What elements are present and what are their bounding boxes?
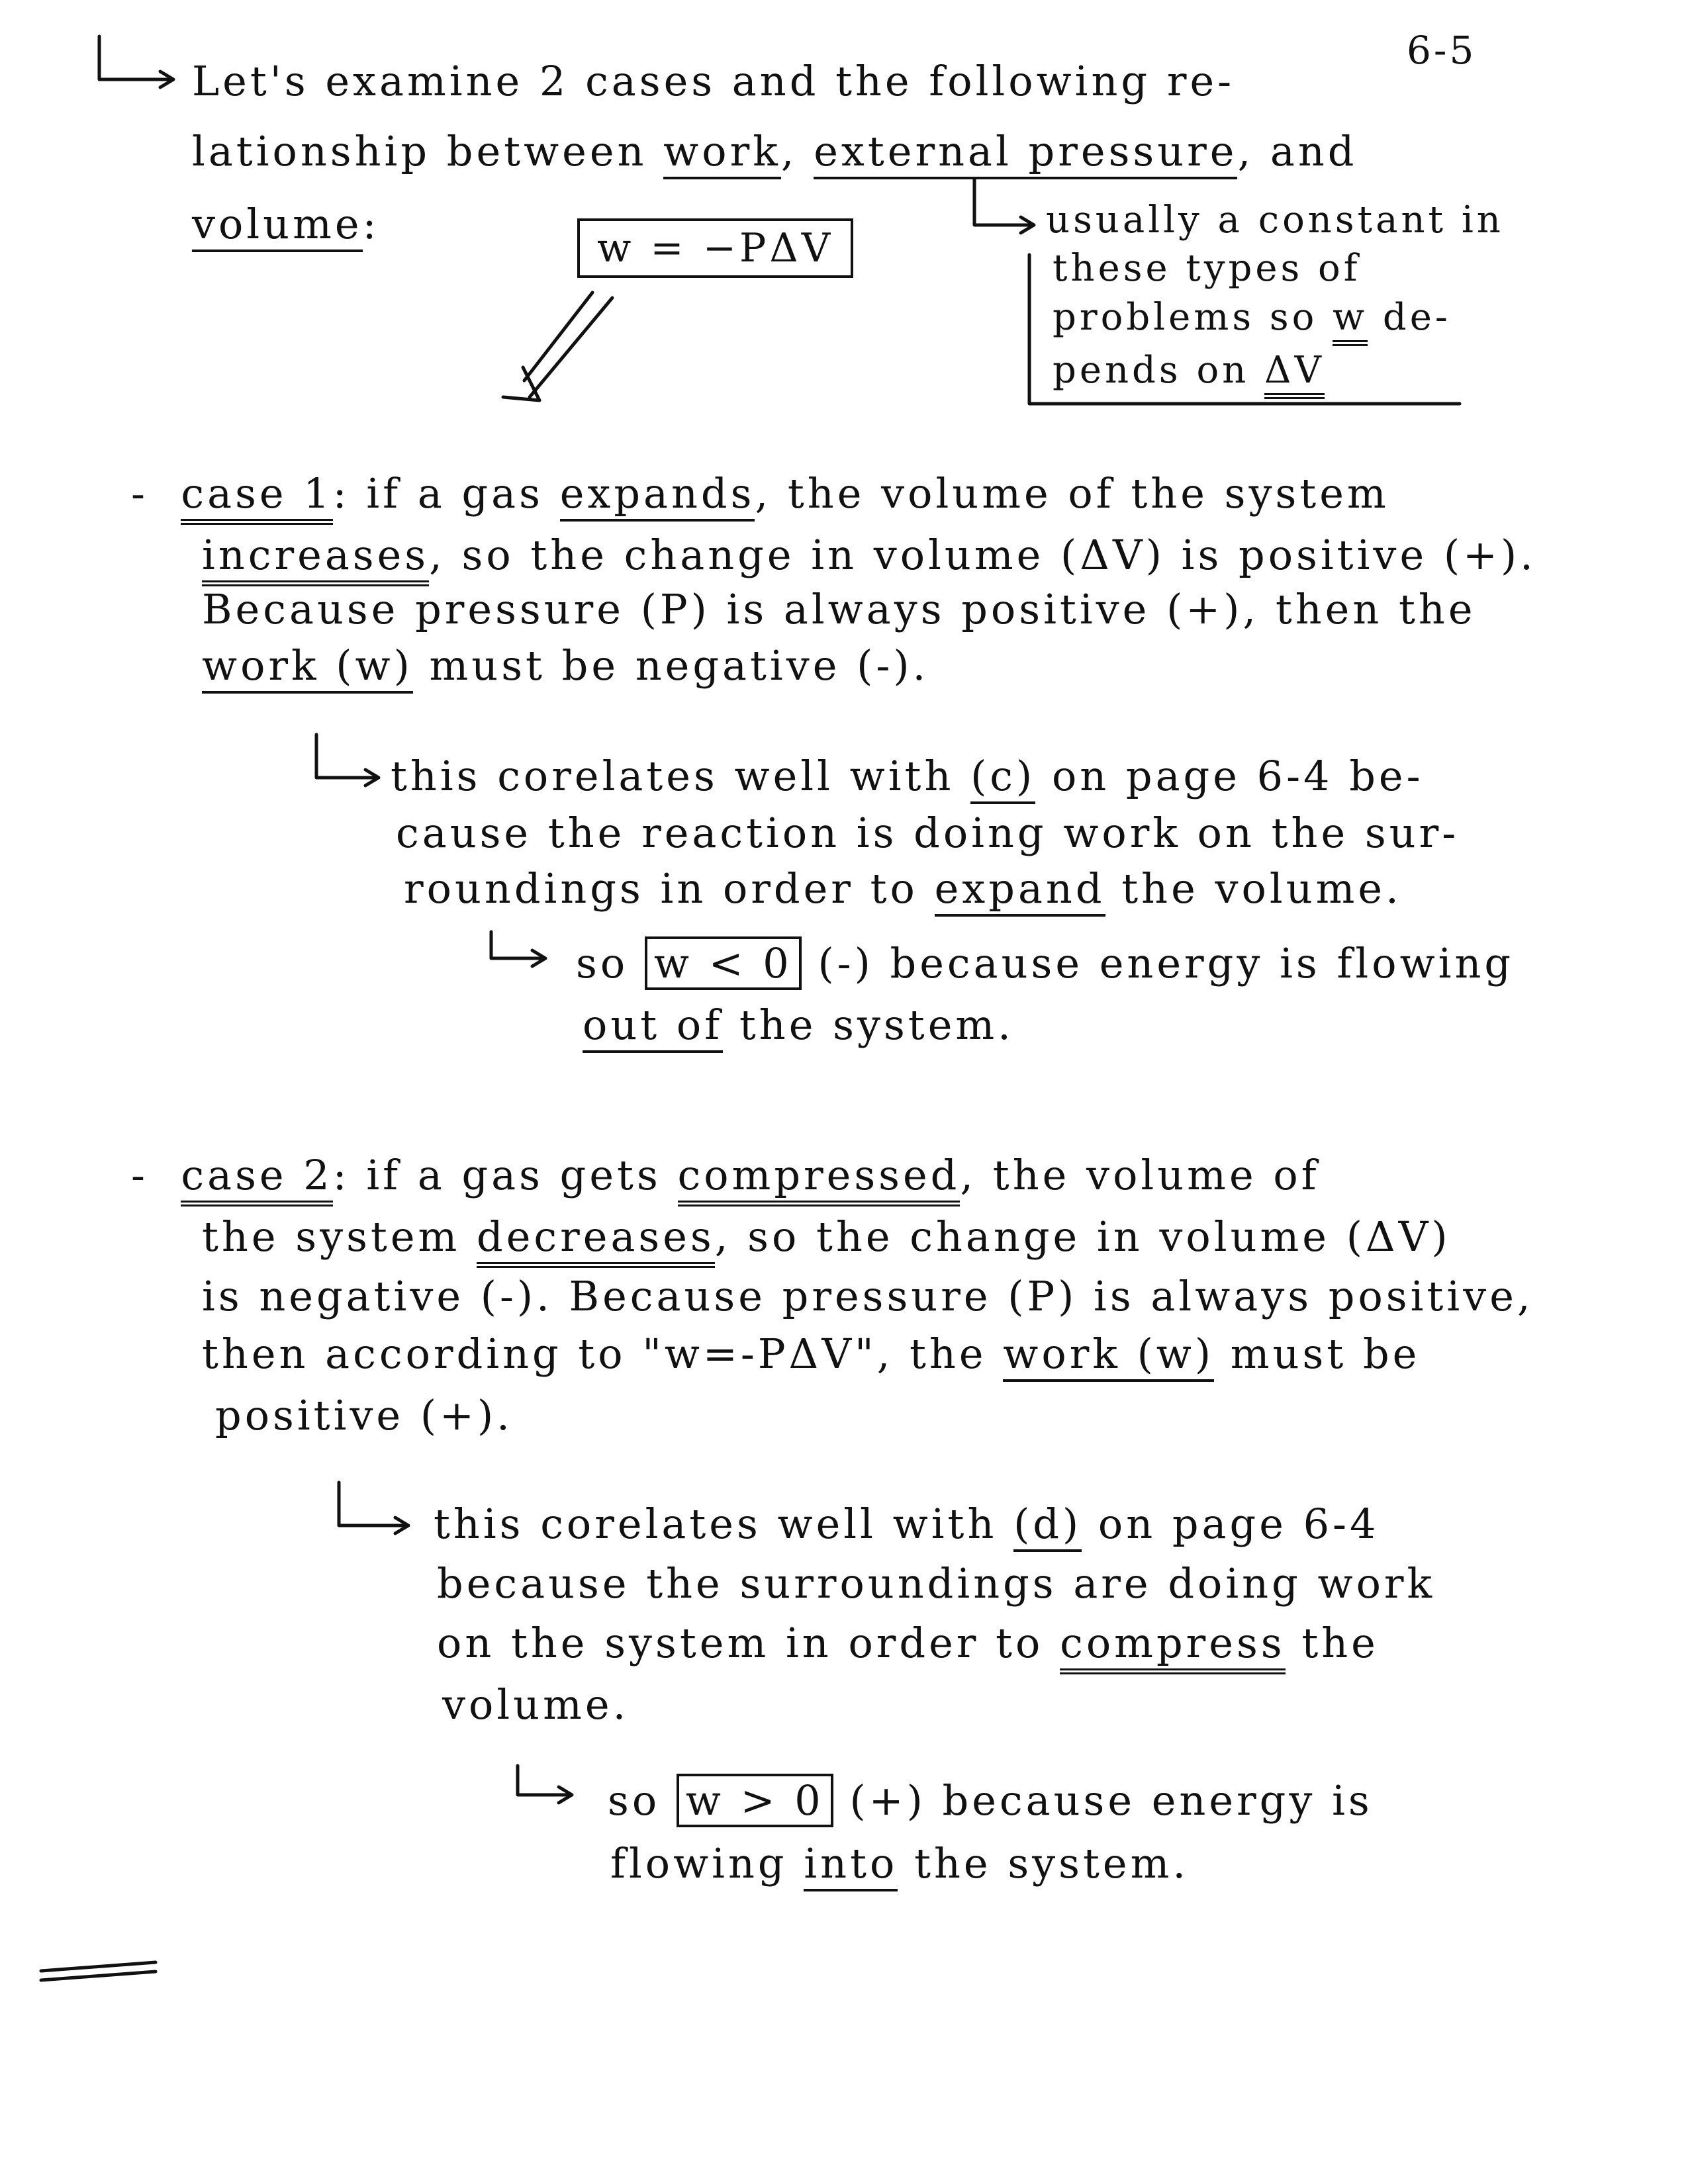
case1-subsub-text: so bbox=[576, 939, 629, 987]
case2-sub-line-2 bbox=[437, 1559, 1436, 1608]
case1-sub-text: cause the reaction is doing work on the sur- bbox=[396, 809, 1460, 857]
term-work-w: work (w) bbox=[202, 641, 413, 694]
case2-sub-text: volume. bbox=[442, 1680, 630, 1729]
inequality-w-greater-than-zero: w > 0 bbox=[677, 1774, 833, 1827]
case2-subsub-text: the system. bbox=[914, 1839, 1190, 1888]
hook-arrow-icon bbox=[491, 932, 545, 966]
hook-arrow-icon bbox=[316, 735, 379, 786]
case2-text: then according to "w=-PΔV", the bbox=[202, 1330, 987, 1378]
note-text: these types of bbox=[1053, 247, 1361, 290]
case2-line-4 bbox=[202, 1330, 1421, 1378]
note-line-1 bbox=[1046, 199, 1504, 242]
punct: : bbox=[362, 200, 380, 248]
note-line-4 bbox=[1053, 349, 1325, 392]
case2-text: , so the change in volume (ΔV) bbox=[714, 1212, 1451, 1261]
intro-line-1-text: Let's examine 2 cases and the following re- bbox=[192, 57, 1235, 105]
intro-line-3 bbox=[192, 200, 380, 248]
case1-line-4 bbox=[202, 641, 929, 690]
note-text: de- bbox=[1382, 296, 1451, 339]
term-increases: increases bbox=[202, 531, 429, 586]
case1-line-3 bbox=[202, 585, 1476, 633]
term-expands: expands bbox=[560, 469, 755, 522]
intro-line-1 bbox=[192, 57, 1235, 105]
intro-text: lationship between bbox=[192, 127, 647, 175]
case2-subsub-line-2 bbox=[610, 1839, 1190, 1888]
formula-w-equals-minus-p-delta-v: w = −PΔV bbox=[577, 218, 853, 278]
case2-sub-line-4 bbox=[442, 1680, 630, 1729]
case2-text: , the volume of bbox=[960, 1151, 1320, 1199]
case1-label: case 1 bbox=[181, 469, 332, 525]
term-compress: compress bbox=[1060, 1619, 1286, 1674]
case2-subsub-text: (+) because energy is bbox=[849, 1776, 1373, 1825]
case1-sub-text: on page 6-4 be- bbox=[1051, 752, 1424, 800]
term-work-w: work (w) bbox=[1003, 1330, 1214, 1382]
case1-line-2 bbox=[202, 531, 1536, 579]
case1-subsub-text: (-) because energy is flowing bbox=[818, 939, 1515, 987]
case2-line-1 bbox=[131, 1151, 1320, 1199]
case2-sub-line-3 bbox=[437, 1619, 1379, 1667]
hook-arrow-icon bbox=[518, 1766, 572, 1803]
intro-text: , and bbox=[1237, 127, 1358, 175]
term-work: work bbox=[663, 127, 781, 179]
case2-text: positive (+). bbox=[215, 1391, 513, 1439]
hook-arrow-icon bbox=[974, 180, 1034, 233]
dash: - bbox=[131, 1151, 148, 1199]
term-compressed: compressed bbox=[678, 1151, 961, 1206]
case1-subsub-line-2 bbox=[583, 1001, 1014, 1049]
case2-line-3 bbox=[202, 1272, 1534, 1320]
case1-subsub-text: the system. bbox=[739, 1001, 1014, 1049]
case2-sub-text: on the system in order to bbox=[437, 1619, 1044, 1667]
case2-subsub-text: flowing bbox=[610, 1839, 788, 1888]
term-decreases: decreases bbox=[477, 1212, 715, 1268]
dash: - bbox=[131, 469, 148, 518]
case1-subsub-line-1 bbox=[576, 939, 1515, 987]
inequality-w-less-than-zero: w < 0 bbox=[645, 936, 802, 990]
case1-sub-line-1 bbox=[391, 752, 1424, 800]
ref-d: (d) bbox=[1013, 1500, 1082, 1552]
term-expand: expand bbox=[935, 864, 1105, 917]
case2-sub-text: this corelates well with bbox=[434, 1500, 998, 1548]
hook-arrow-icon bbox=[99, 36, 173, 87]
term-delta-v: ΔV bbox=[1264, 349, 1325, 399]
term-external-pressure: external pressure bbox=[814, 127, 1237, 179]
case2-text: must be bbox=[1230, 1330, 1421, 1378]
note-line-3 bbox=[1053, 296, 1451, 339]
case1-line-1 bbox=[131, 469, 1389, 518]
case2-subsub-line-1 bbox=[608, 1776, 1373, 1825]
case2-line-2 bbox=[202, 1212, 1451, 1261]
case2-line-5 bbox=[215, 1391, 513, 1439]
case2-subsub-text: so bbox=[608, 1776, 661, 1825]
case1-text: must be negative (-). bbox=[429, 641, 929, 690]
case1-sub-text: roundings in order to bbox=[404, 864, 918, 913]
term-out-of: out of bbox=[583, 1001, 723, 1053]
case1-text: : if a gas bbox=[332, 469, 543, 518]
case1-sub-line-2 bbox=[396, 809, 1460, 857]
case1-sub-line-3 bbox=[404, 864, 1402, 913]
punct: , bbox=[780, 127, 798, 175]
note-text: problems so bbox=[1053, 296, 1318, 339]
down-left-arrow-icon bbox=[503, 293, 612, 400]
case1-text: , the volume of the system bbox=[755, 469, 1389, 518]
case1-text: , so the change in volume (ΔV) is positive (+). bbox=[429, 531, 1536, 579]
term-volume: volume bbox=[192, 200, 363, 252]
case2-sub-text: the bbox=[1301, 1619, 1379, 1667]
case2-text: is negative (-). Because pressure (P) is always positive, bbox=[202, 1272, 1534, 1320]
intro-line-2 bbox=[192, 127, 1358, 175]
case1-sub-text: this corelates well with bbox=[391, 752, 955, 800]
ref-c: (c) bbox=[970, 752, 1035, 804]
case1-sub-text: the volume. bbox=[1121, 864, 1402, 913]
case1-text: Because pressure (P) is always positive (+), then the bbox=[202, 585, 1476, 633]
page-number: 6-5 bbox=[1407, 28, 1477, 73]
case2-text: : if a gas gets bbox=[332, 1151, 661, 1199]
hook-arrow-icon bbox=[339, 1482, 408, 1533]
case2-text: the system bbox=[202, 1212, 461, 1261]
end-marker-double-line bbox=[41, 1962, 156, 1980]
note-line-2 bbox=[1053, 247, 1361, 290]
case2-label: case 2 bbox=[181, 1151, 332, 1206]
case2-sub-text: because the surroundings are doing work bbox=[437, 1559, 1436, 1608]
case2-sub-text: on page 6-4 bbox=[1098, 1500, 1380, 1548]
case2-sub-line-1 bbox=[434, 1500, 1380, 1548]
note-text: usually a constant in bbox=[1046, 199, 1504, 242]
note-text: pends on bbox=[1053, 349, 1250, 392]
formula-box bbox=[577, 225, 853, 271]
term-into: into bbox=[804, 1839, 898, 1891]
term-w: w bbox=[1333, 296, 1368, 346]
